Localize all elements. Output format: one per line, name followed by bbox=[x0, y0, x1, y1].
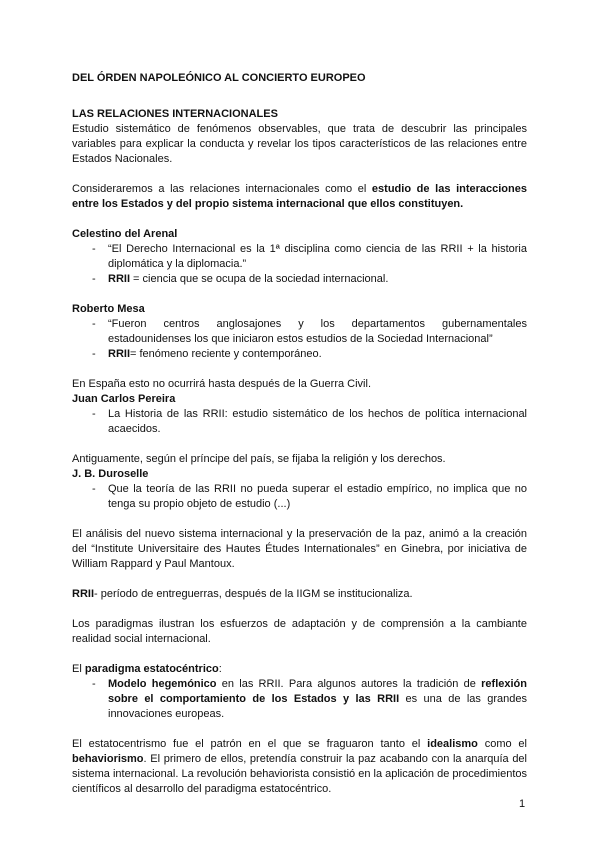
espana-paragraph: En España esto no ocurrirá hasta después de la Guerra Civil. bbox=[72, 378, 371, 390]
arenal-list bbox=[72, 242, 527, 287]
modelo-end-text: es una de las grandes innovaciones europeas. bbox=[108, 693, 527, 720]
author-arenal: Celestino del Arenal bbox=[72, 228, 178, 240]
rrii-period-paragraph bbox=[72, 587, 527, 602]
paradigma-bold: paradigma estatocéntrico bbox=[84, 663, 219, 675]
estato-text-1: El estatocentrismo fue el patrón en el que se fraguaron tanto el bbox=[72, 738, 428, 750]
behaviorismo-bold: behaviorismo bbox=[72, 753, 144, 765]
rrii-bold: RRII bbox=[108, 273, 130, 285]
intro-paragraph: Estudio sistemático de fenómenos observables, que trata de descubrir las principales variables para explicar la conducta y revelar los tipos característicos de las relaciones entre Estados Nacionales. bbox=[72, 123, 527, 165]
reflexion-bold: reflexión sobre el comportamiento de los Estados y las RRII bbox=[108, 678, 527, 705]
rrii-bold: RRII bbox=[108, 348, 130, 360]
duroselle-list bbox=[72, 482, 527, 512]
list-item: - La Historia de las RRII: estudio sistemático de los hechos de política internacional acaecidos. bbox=[72, 407, 527, 437]
modelo-bold: Modelo hegemónico bbox=[108, 678, 217, 690]
author-mesa: Roberto Mesa bbox=[72, 303, 145, 315]
list-item: - Que la teoría de las RRII no pueda superar el estadio empírico, no implica que no tenga su propio objeto de estudio (...) bbox=[72, 482, 527, 512]
consider-paragraph bbox=[72, 182, 527, 212]
antiguamente-paragraph: Antiguamente, según el príncipe del país, se fijaba la religión y los derechos. bbox=[72, 453, 446, 465]
list-item-text: = fenómeno reciente y contemporáneo. bbox=[130, 348, 322, 360]
document-body bbox=[72, 71, 527, 797]
paradigma-post: : bbox=[218, 663, 222, 675]
mesa-list bbox=[72, 317, 527, 362]
modelo-text: en las RRII. Para algunos autores la tradición de bbox=[216, 678, 482, 690]
list-item-text: = ciencia que se ocupa de la sociedad internacional. bbox=[130, 273, 389, 285]
pereira-list bbox=[72, 407, 527, 437]
author-pereira: Juan Carlos Pereira bbox=[72, 393, 176, 405]
rrii-period-text: - período de entreguerras, después de la IIGM se institucionaliza. bbox=[94, 588, 413, 600]
rrii-bold: RRII bbox=[72, 588, 94, 600]
list-item bbox=[72, 677, 527, 722]
estato-text-2: como el bbox=[477, 738, 527, 750]
list-item: - “Fueron centros anglosajones y los departamentos gubernamentales estadounidenses los que iniciaron estos estudios de la Sociedad Internacional” bbox=[72, 317, 527, 347]
idealismo-bold: idealismo bbox=[427, 738, 478, 750]
consider-text: Consideraremos a las relaciones internacionales como el bbox=[72, 183, 372, 195]
page-number: 1 bbox=[519, 798, 526, 810]
author-duroselle: J. B. Duroselle bbox=[72, 468, 149, 480]
estatocentrismo-paragraph bbox=[72, 737, 527, 797]
list-item bbox=[72, 347, 527, 362]
list-item: - “El Derecho Internacional es la 1ª disciplina como ciencia de las RRII + la historia diplomática y la diplomacia.” bbox=[72, 242, 527, 272]
paradigma-pre: El bbox=[72, 663, 85, 675]
paradigmas-paragraph: Los paradigmas ilustran los esfuerzos de adaptación y de comprensión a la cambiante realidad social internacional. bbox=[72, 618, 527, 645]
paradigma-heading bbox=[72, 662, 527, 677]
list-item bbox=[72, 272, 527, 287]
estato-text-3: . El primero de ellos, pretendía construir la paz acabando con la anarquía del sistema internacional. La revolución behaviorista consistió en la aplicación de procedimientos científicos al desarrollo del paradigma estatocéntrico. bbox=[72, 753, 527, 795]
consider-bold-text: estudio de las interacciones entre los Estados y del propio sistema internacional que ellos constituyen. bbox=[72, 183, 527, 210]
section-heading: LAS RELACIONES INTERNACIONALES bbox=[72, 108, 278, 120]
document-title: DEL ÓRDEN NAPOLEÓNICO AL CONCIERTO EUROPEO bbox=[72, 72, 366, 84]
paradigma-list bbox=[72, 677, 527, 722]
analisis-paragraph: El análisis del nuevo sistema internacional y la preservación de la paz, animó a la creación del “Institute Universitaire des Hautes Études Internationales” en Ginebra, por iniciativa de William Rappard y Paul Mantoux. bbox=[72, 528, 527, 570]
